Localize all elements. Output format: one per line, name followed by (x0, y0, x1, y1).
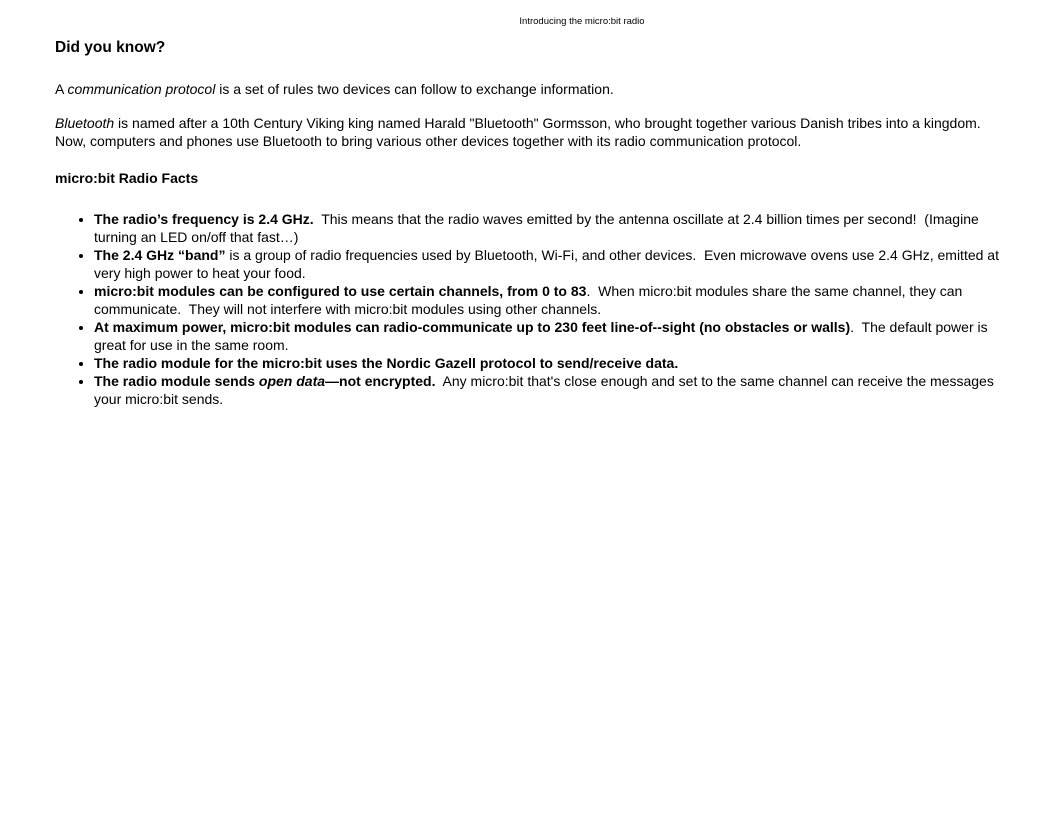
text-run: communication protocol (67, 81, 216, 97)
heading-radio-facts: micro:bit Radio Facts (55, 170, 199, 186)
text-run: The 2.4 GHz “band” (94, 247, 226, 263)
text-run: open data (258, 373, 326, 389)
paragraph-bluetooth-history (55, 114, 995, 150)
text-run: At maximum power, micro:bit modules can radio-communicate up to 230 feet line-of--sight (no obstacles or walls) (94, 319, 851, 335)
facts-list (55, 210, 1003, 408)
text-run: Bluetooth (55, 115, 115, 131)
list-item (94, 354, 999, 372)
paragraph-communication-protocol (55, 80, 995, 98)
text-run: micro:bit modules can be configured to use certain channels, from 0 to 83 (94, 283, 587, 299)
list-item (94, 282, 999, 318)
page-header-title: Introducing the micro:bit radio (519, 16, 645, 27)
text-run: —not encrypted. (325, 373, 436, 389)
list-item (94, 372, 999, 408)
text-run: is a group of radio frequencies used by Bluetooth, Wi-Fi, and other devices. Even microwave ovens use 2.4 GHz, emitted at very high power to heat your food. (94, 247, 1003, 281)
text-run: . When micro:bit modules share the same channel, they can communicate. They will not interfere with micro:bit modules using other channels. (94, 283, 967, 317)
text-run: is a set of rules two devices can follow to exchange information. (215, 81, 614, 97)
text-run: The radio module sends (94, 373, 259, 389)
text-run: . The default power is great for use in the same room. (94, 319, 992, 353)
heading-did-you-know: Did you know? (55, 39, 166, 56)
text-run: Any micro:bit that's close enough and set to the same channel can receive the messages your micro:bit sends. (94, 373, 998, 407)
text-run: The radio’s frequency is 2.4 GHz. (94, 211, 314, 227)
text-run: This means that the radio waves emitted by the antenna oscillate at 2.4 billion times per second! (Imagine turning an LED on/off that fast…) (94, 211, 983, 245)
list-item (94, 246, 1003, 282)
text-run: A (55, 81, 68, 97)
text-run: is named after a 10th Century Viking king named Harald "Bluetooth" Gormsson, who brought together various Danish tribes into a kingdom. Now, computers and phones use Bluetooth to bring various other devices together with its radio communication protocol. (55, 115, 989, 149)
text-run: The radio module for the micro:bit uses the Nordic Gazell protocol to send/receive data. (94, 355, 679, 371)
list-item (94, 210, 999, 246)
list-item (94, 318, 999, 354)
